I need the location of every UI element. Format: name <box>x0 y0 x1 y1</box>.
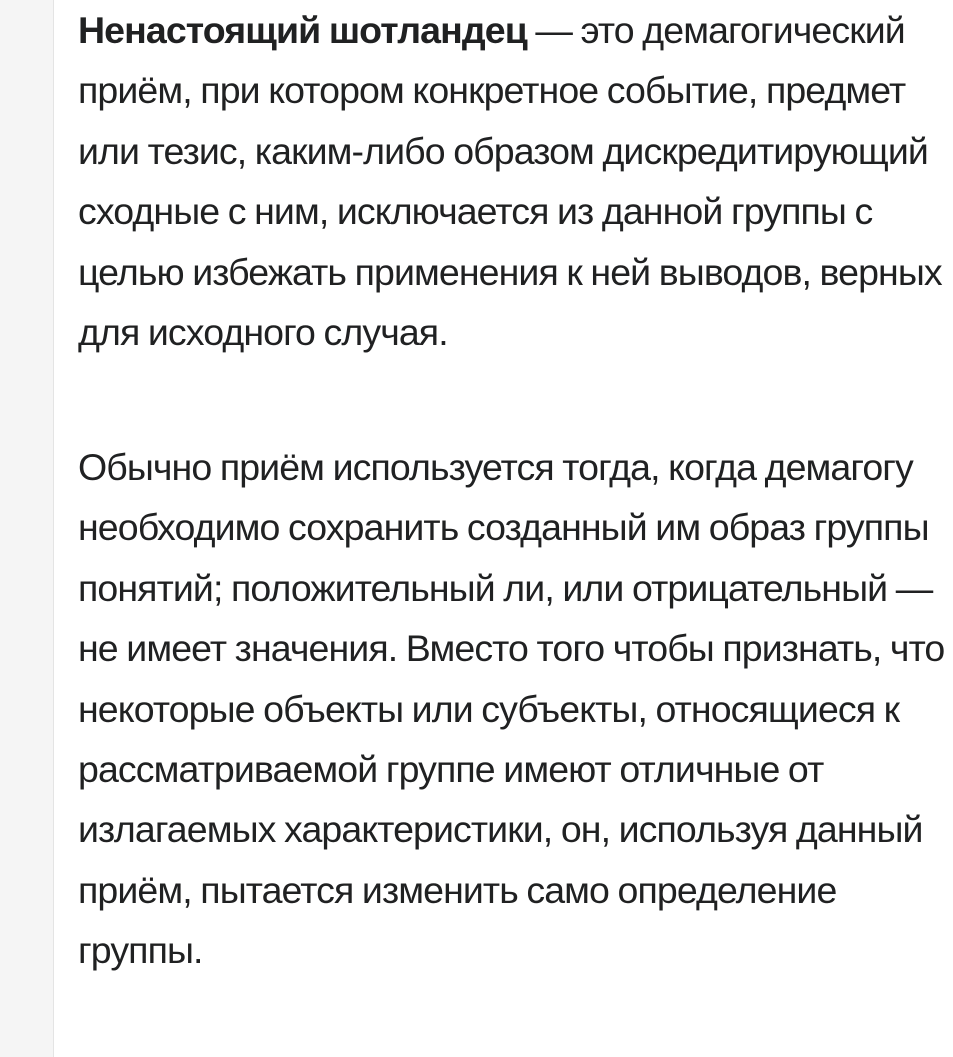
article-term: Ненастоящий шотландец <box>78 9 527 51</box>
paragraph-1 <box>78 0 948 362</box>
left-gutter <box>0 0 53 1057</box>
paragraph-1-text: — это демагогический приём, при котором конкретное событие, предмет или тезис, каким-либо образом дискредитирующий сходные с ним, исключается из данной группы с целью избежать применения к ней выводов, верных для исходного случая. <box>78 9 942 354</box>
content-panel <box>53 0 953 1057</box>
paragraph-2: Обычно приём используется тогда, когда демагогу необходимо сохранить созданный им образ группы понятий; положительный ли, или отрицательный — не имеет значения. Вместо того чтобы признать, что некоторые объекты или субъекты, относящиеся к рассматриваемой группе имеют отличные от излагаемых характеристики, он, используя данный приём, пытается изменить само определение группы. <box>78 446 945 972</box>
